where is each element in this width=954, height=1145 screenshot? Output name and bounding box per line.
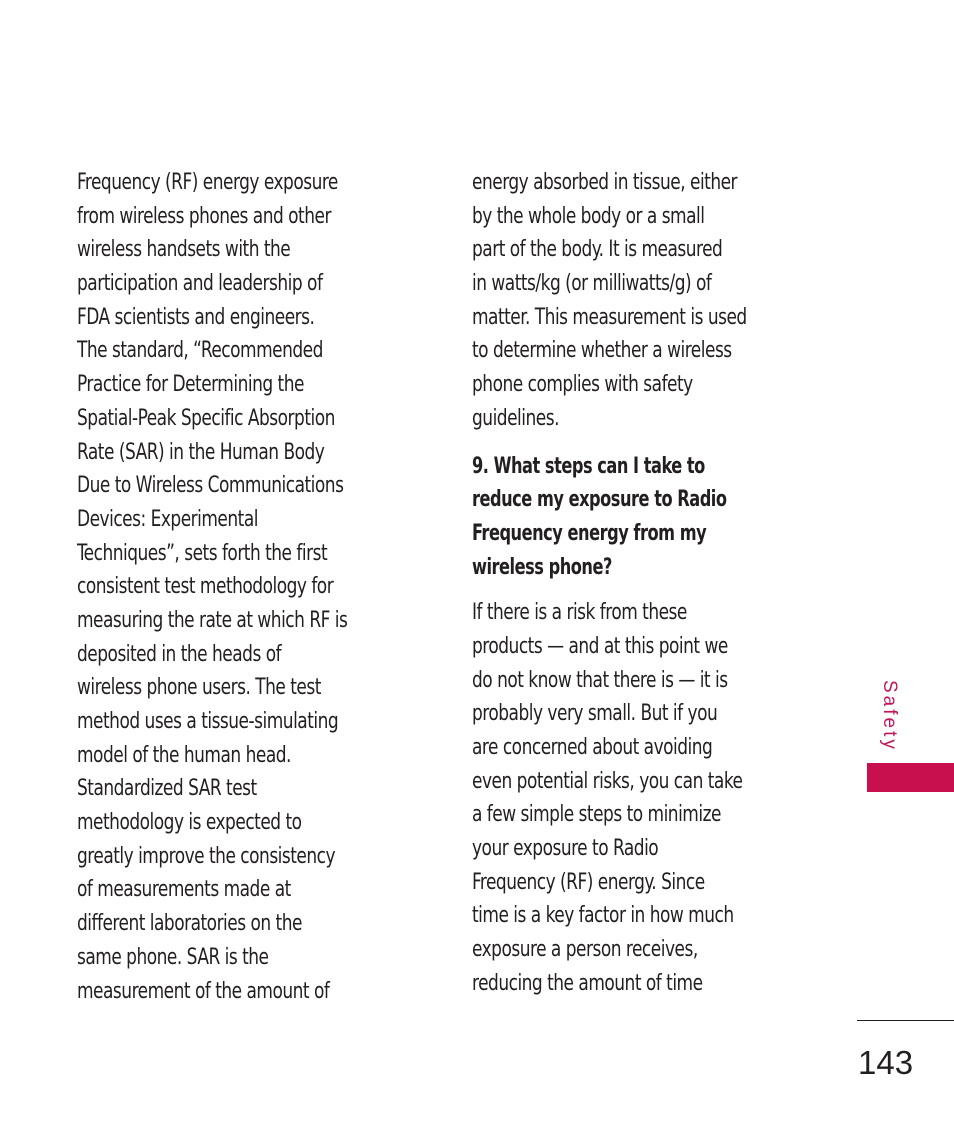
right-column [472,166,824,1001]
heading-line: reduce my exposure to Radio [472,486,727,513]
body-text-line: FDA scientists and engineers. [77,303,315,330]
body-text-line: from wireless phones and other [77,202,331,229]
body-text-line: Frequency (RF) energy. Since [472,868,705,895]
body-text-line: Frequency (RF) energy exposure [77,169,338,195]
body-text-line: do not know that there is — it is [472,666,728,693]
body-text-line: Spatial-Peak Specific Absorption [77,404,335,431]
body-text-line: in watts/kg (or milliwatts/g) of [472,270,712,297]
body-text-line: part of the body. It is measured [472,236,723,263]
body-text-line: are concerned about avoiding [472,734,713,760]
body-text-line: Devices: Experimental [77,505,258,532]
body-text-line: Due to Wireless Communications [77,472,344,499]
body-text-line: even potential risks, you can take [472,767,743,794]
body-text-line: participation and leadership of [77,270,323,297]
body-text-line: your exposure to Radio [472,835,659,862]
body-text-line: Practice for Determining the [77,371,304,398]
body-text-line: to determine whether a wireless [472,337,732,364]
body-text-line: consistent test methodology for [77,573,334,600]
body-text-line: wireless handsets with the [77,236,291,263]
body-text-line: by the whole body or a small [472,202,705,229]
left-column [77,166,427,1008]
body-text-line: Standardized SAR test [77,775,257,802]
body-text-line: The standard, “Recommended [77,337,323,364]
page-number: 143 [858,1044,914,1081]
body-text-line: Techniques”, sets forth the first [77,539,328,566]
body-text-line: matter. This measurement is used [472,303,747,330]
page-number-rule [857,1020,954,1021]
body-text-line: Rate (SAR) in the Human Body [77,438,325,465]
body-text-line: wireless phone users. The test [77,674,321,701]
body-text-line: probably very small. But if you [472,700,718,727]
heading-line: wireless phone? [472,553,612,580]
paragraph-sar-definition [472,166,824,436]
body-text-line: of measurements made at [77,876,291,903]
body-text-line: deposited in the heads of [77,640,282,667]
body-text-line: methodology is expected to [77,809,302,836]
body-text-line: exposure a person receives, [472,936,698,963]
question-heading [472,450,824,585]
body-text-line: time is a key factor in how much [472,902,734,929]
body-text-line: a few simple steps to minimize [472,801,721,828]
body-text-line: energy absorbed in tissue, either [472,169,738,195]
body-text-line: products — and at this point we [472,632,728,659]
body-text-line: measuring the rate at which RF is [77,606,348,633]
section-tab-label: Safety [879,680,900,752]
body-text-line: guidelines. [472,404,559,431]
body-text-line: reducing the amount of time [472,969,703,996]
body-text-line: If there is a risk from these [472,599,687,626]
body-text-line: same phone. SAR is the [77,943,269,970]
body-text-line: model of the human head. [77,741,291,768]
body-text-line: method uses a tissue-simulating [77,708,339,734]
body-text-line: greatly improve the consistency [77,842,336,869]
heading-line: 9. What steps can I take to [472,452,705,479]
section-tab-marker [867,763,954,792]
body-text-line: different laboratories on the [77,910,302,937]
heading-line: Frequency energy from my [472,519,707,546]
paragraph-answer [472,596,824,1000]
body-text-line: measurement of the amount of [77,977,330,1004]
body-text-line: phone complies with safety [472,371,693,398]
